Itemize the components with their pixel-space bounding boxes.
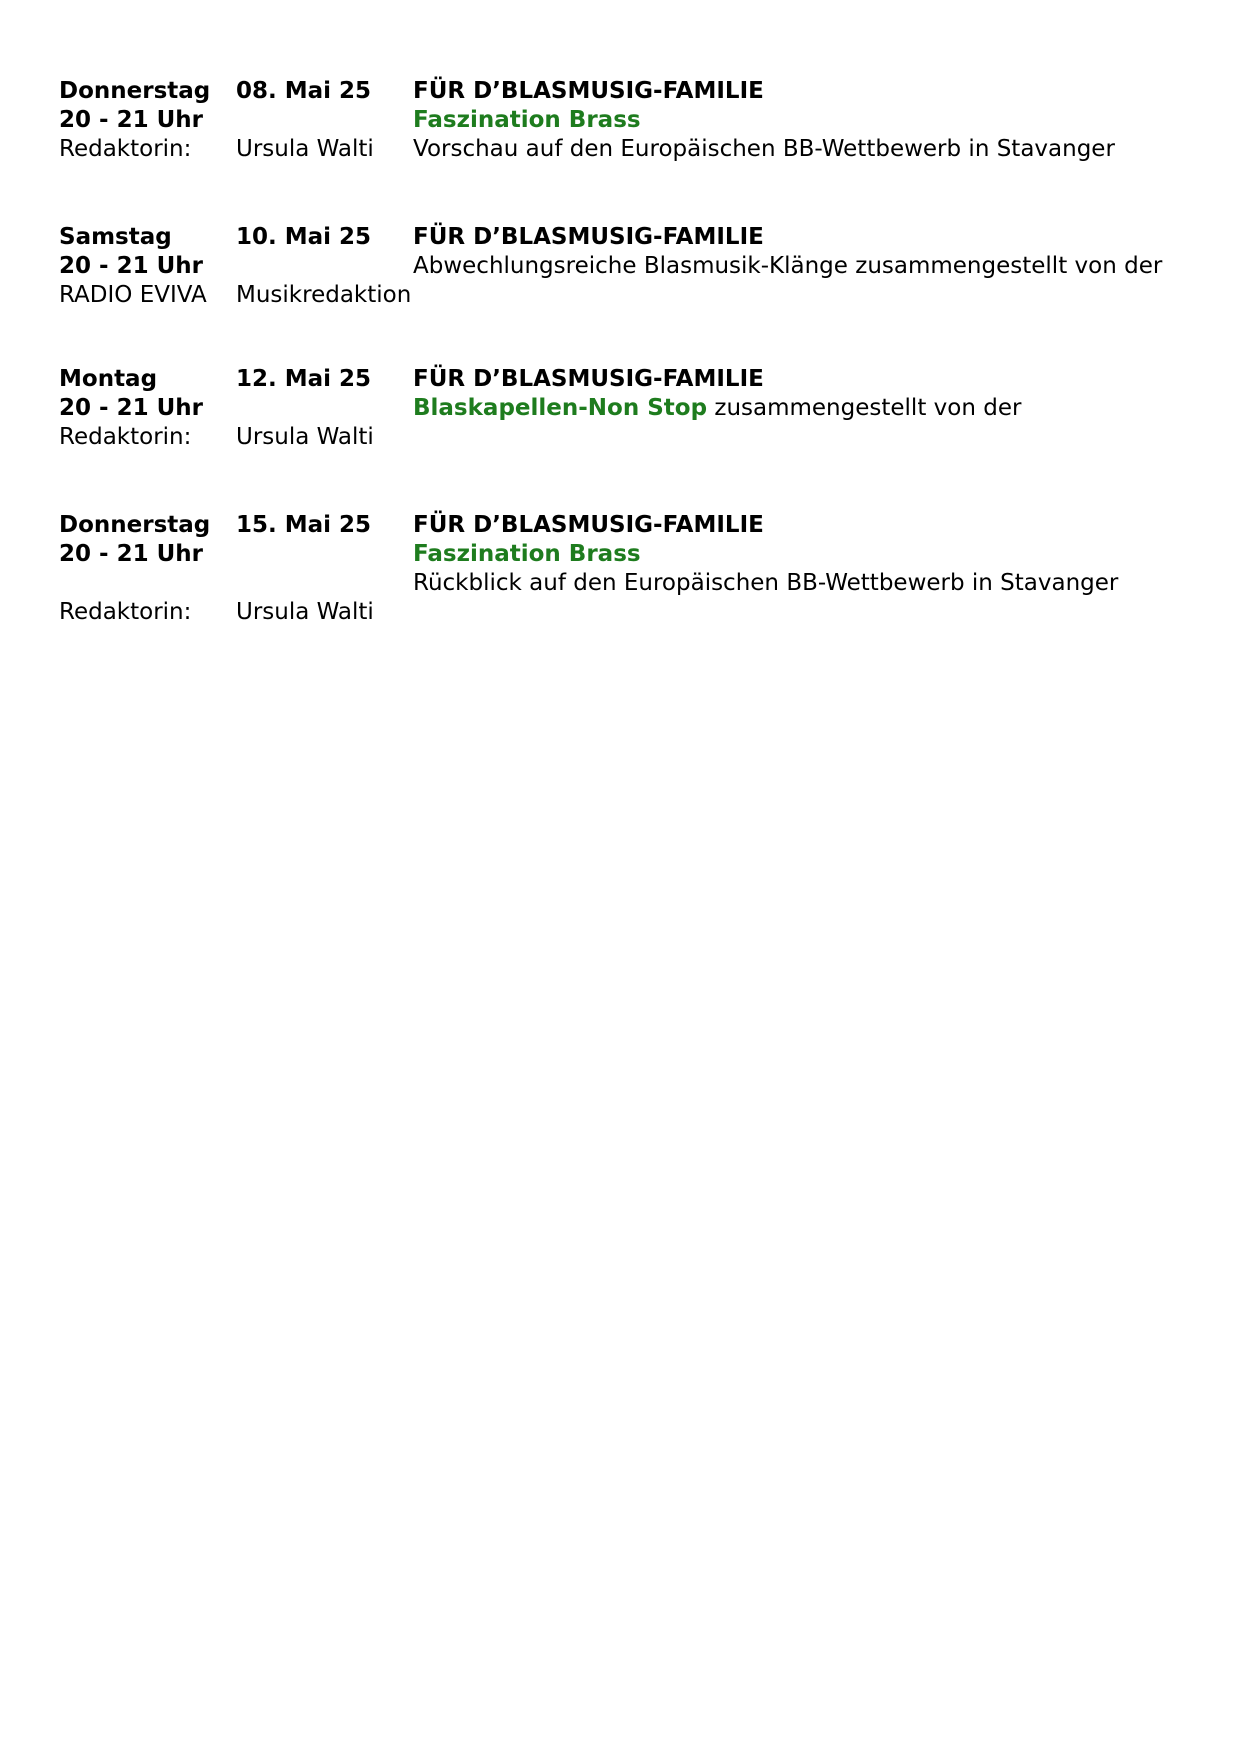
entry-editor-name: Musikredaktion [236,282,412,308]
entry-subtitle: Faszination Brass [413,107,641,133]
entry-editor-label: RADIO EVIVA [59,282,207,308]
entry-program-title: FÜR D’BLASMUSIG-FAMILIE [413,512,764,538]
entry-editor-name: Ursula Walti [236,136,374,162]
entry-day: Donnerstag [59,512,211,538]
entry-description: Abwechlungsreiche Blasmusik-Klänge zusammengestellt von der [413,253,1163,279]
entry-editor-name: Ursula Walti [236,599,374,625]
entry-date: 12. Mai 25 [236,366,372,392]
entry-subtitle-line [413,394,1021,423]
entry-program-title: FÜR D’BLASMUSIG-FAMILIE [413,366,764,392]
entry-program-title: FÜR D’BLASMUSIG-FAMILIE [413,224,764,250]
entry-description: Vorschau auf den Europäischen BB-Wettbewerb in Stavanger [413,136,1115,162]
entry-time: 20 - 21 Uhr [59,107,203,133]
entry-description: Rückblick auf den Europäischen BB-Wettbewerb in Stavanger [413,570,1119,596]
entry-editor-name: Ursula Walti [236,424,374,450]
entry-subtitle: Blaskapellen-Non Stop [413,395,708,421]
entry-day: Montag [59,366,158,392]
entry-program-title: FÜR D’BLASMUSIG-FAMILIE [413,78,764,104]
entry-time: 20 - 21 Uhr [59,541,203,567]
entry-date: 10. Mai 25 [236,224,372,250]
entry-subtitle: Faszination Brass [413,541,641,567]
entry-time: 20 - 21 Uhr [59,253,203,279]
entry-day: Donnerstag [59,78,211,104]
entry-date: 08. Mai 25 [236,78,372,104]
entry-subtitle-rest: zusammengestellt von der [707,395,1022,421]
entry-editor-label: Redaktorin: [59,599,192,625]
entry-editor-label: Redaktorin: [59,424,192,450]
entry-date: 15. Mai 25 [236,512,372,538]
entry-day: Samstag [59,224,172,250]
entry-time: 20 - 21 Uhr [59,395,203,421]
entry-editor-label: Redaktorin: [59,136,192,162]
